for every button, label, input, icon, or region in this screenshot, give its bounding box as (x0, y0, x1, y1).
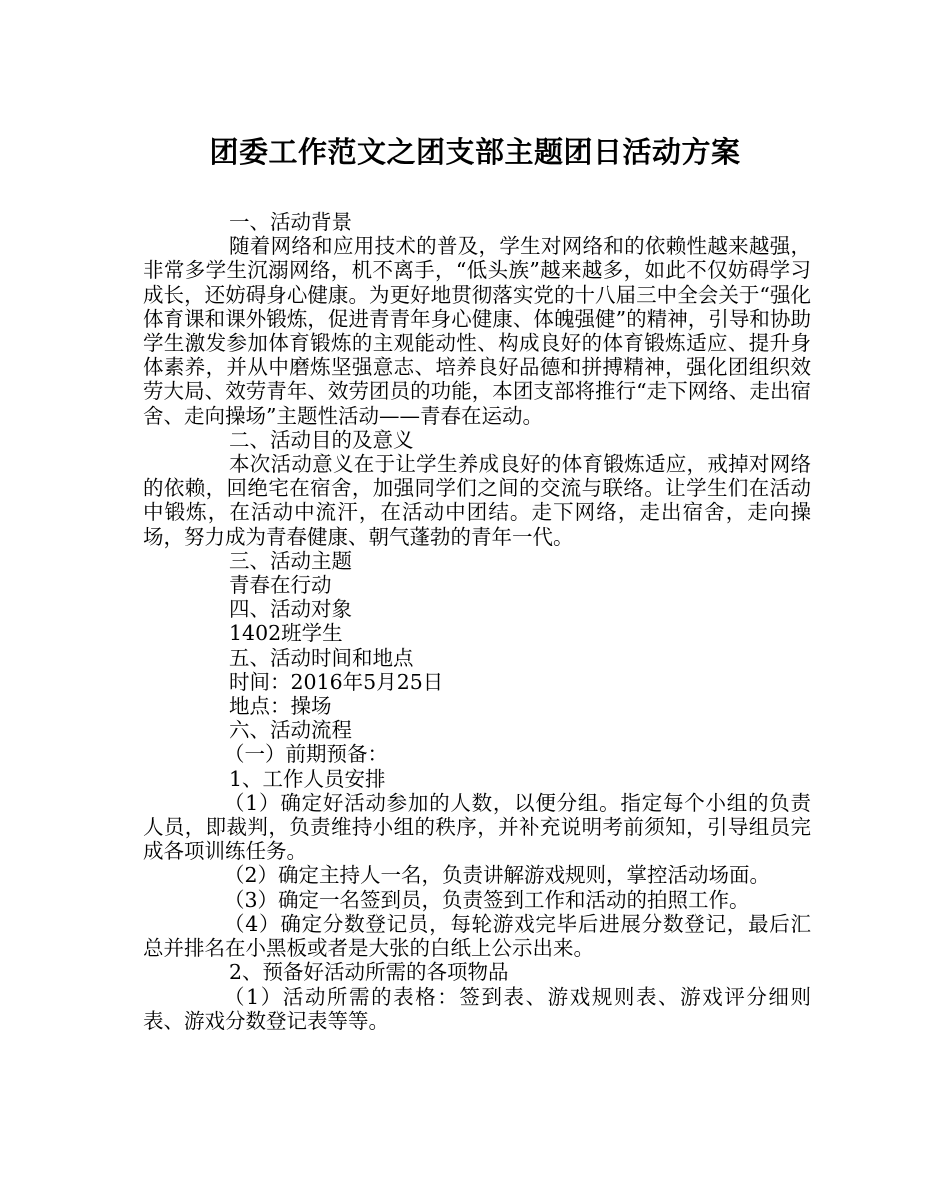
paragraph-place: 地点：操场 (229, 694, 332, 719)
paragraph-background: 随着网络和应用技术的普及，学生对网络和的依赖性越来越强，非常多学生沉溺网络，机不离手，“低头族”越来越多，如此不仅妨碍学习成长，还妨碍身心健康。为更好地贯彻落实党的十八届三中全会关于“强化体育课和课外锻炼，促进青青年身心健康、体魄强健”的精神，引导和协助学生激发参加体育锻炼的主观能动性、构成良好的体育锻炼适应、提升身体素养，并从中磨炼坚强意志、培养良好品德和拼搏精神，强化团组织效劳大局、效劳青年、效劳团员的功能，本团支部将推行“走下网络、走出宿舍、走向操场”主题性活动——青春在运动。 (143, 234, 811, 428)
subheading-staff: 1、工作人员安排 (229, 766, 386, 791)
paragraph-time: 时间：2016年5月25日 (229, 669, 444, 694)
paragraph-theme: 青春在行动 (229, 573, 332, 598)
list-item-materials-1: （1）活动所需的表格：签到表、游戏规则表、游戏评分细则表、游戏分数登记表等等。 (143, 984, 811, 1033)
document-title: 团委工作范文之团支部主题团日活动方案 (209, 135, 741, 169)
subheading-preparation: （一）前期预备： (224, 742, 388, 767)
section-heading-purpose: 二、活动目的及意义 (229, 427, 414, 452)
list-item-staff-4: （4）确定分数登记员，每轮游戏完毕后进展分数登记，最后汇总并排名在小黑板或者是大张的白纸上公示出来。 (143, 911, 811, 961)
section-heading-background: 一、活动背景 (229, 210, 352, 234)
section-heading-process: 六、活动流程 (229, 718, 352, 743)
paragraph-audience: 1402班学生 (229, 621, 343, 646)
section-heading-theme: 三、活动主题 (229, 548, 352, 573)
list-item-staff-3: （3）确定一名签到员，负责签到工作和活动的拍照工作。 (224, 887, 750, 912)
subheading-materials: 2、预备好活动所需的各项物品 (229, 960, 509, 985)
paragraph-purpose: 本次活动意义在于让学生养成良好的体育锻炼适应，戒掉对网络的依赖，回绝宅在宿舍，加强同学们之间的交流与联络。让学生们在活动中锻炼，在活动中流汗，在活动中团结。走下网络，走出宿舍，走向操场，努力成为青春健康、朝气蓬勃的青年一代。 (143, 452, 811, 549)
document-body (143, 210, 811, 1033)
list-item-staff-1: （1）确定好活动参加的人数，以便分组。指定每个小组的负责人员，即裁判，负责维持小组的秩序，并补充说明考前须知，引导组员完成各项训练任务。 (143, 790, 811, 864)
section-heading-time-place: 五、活动时间和地点 (229, 645, 414, 670)
section-heading-audience: 四、活动对象 (229, 597, 352, 622)
list-item-staff-2: （2）确定主持人一名，负责讲解游戏规则，掌控活动场面。 (224, 863, 771, 888)
